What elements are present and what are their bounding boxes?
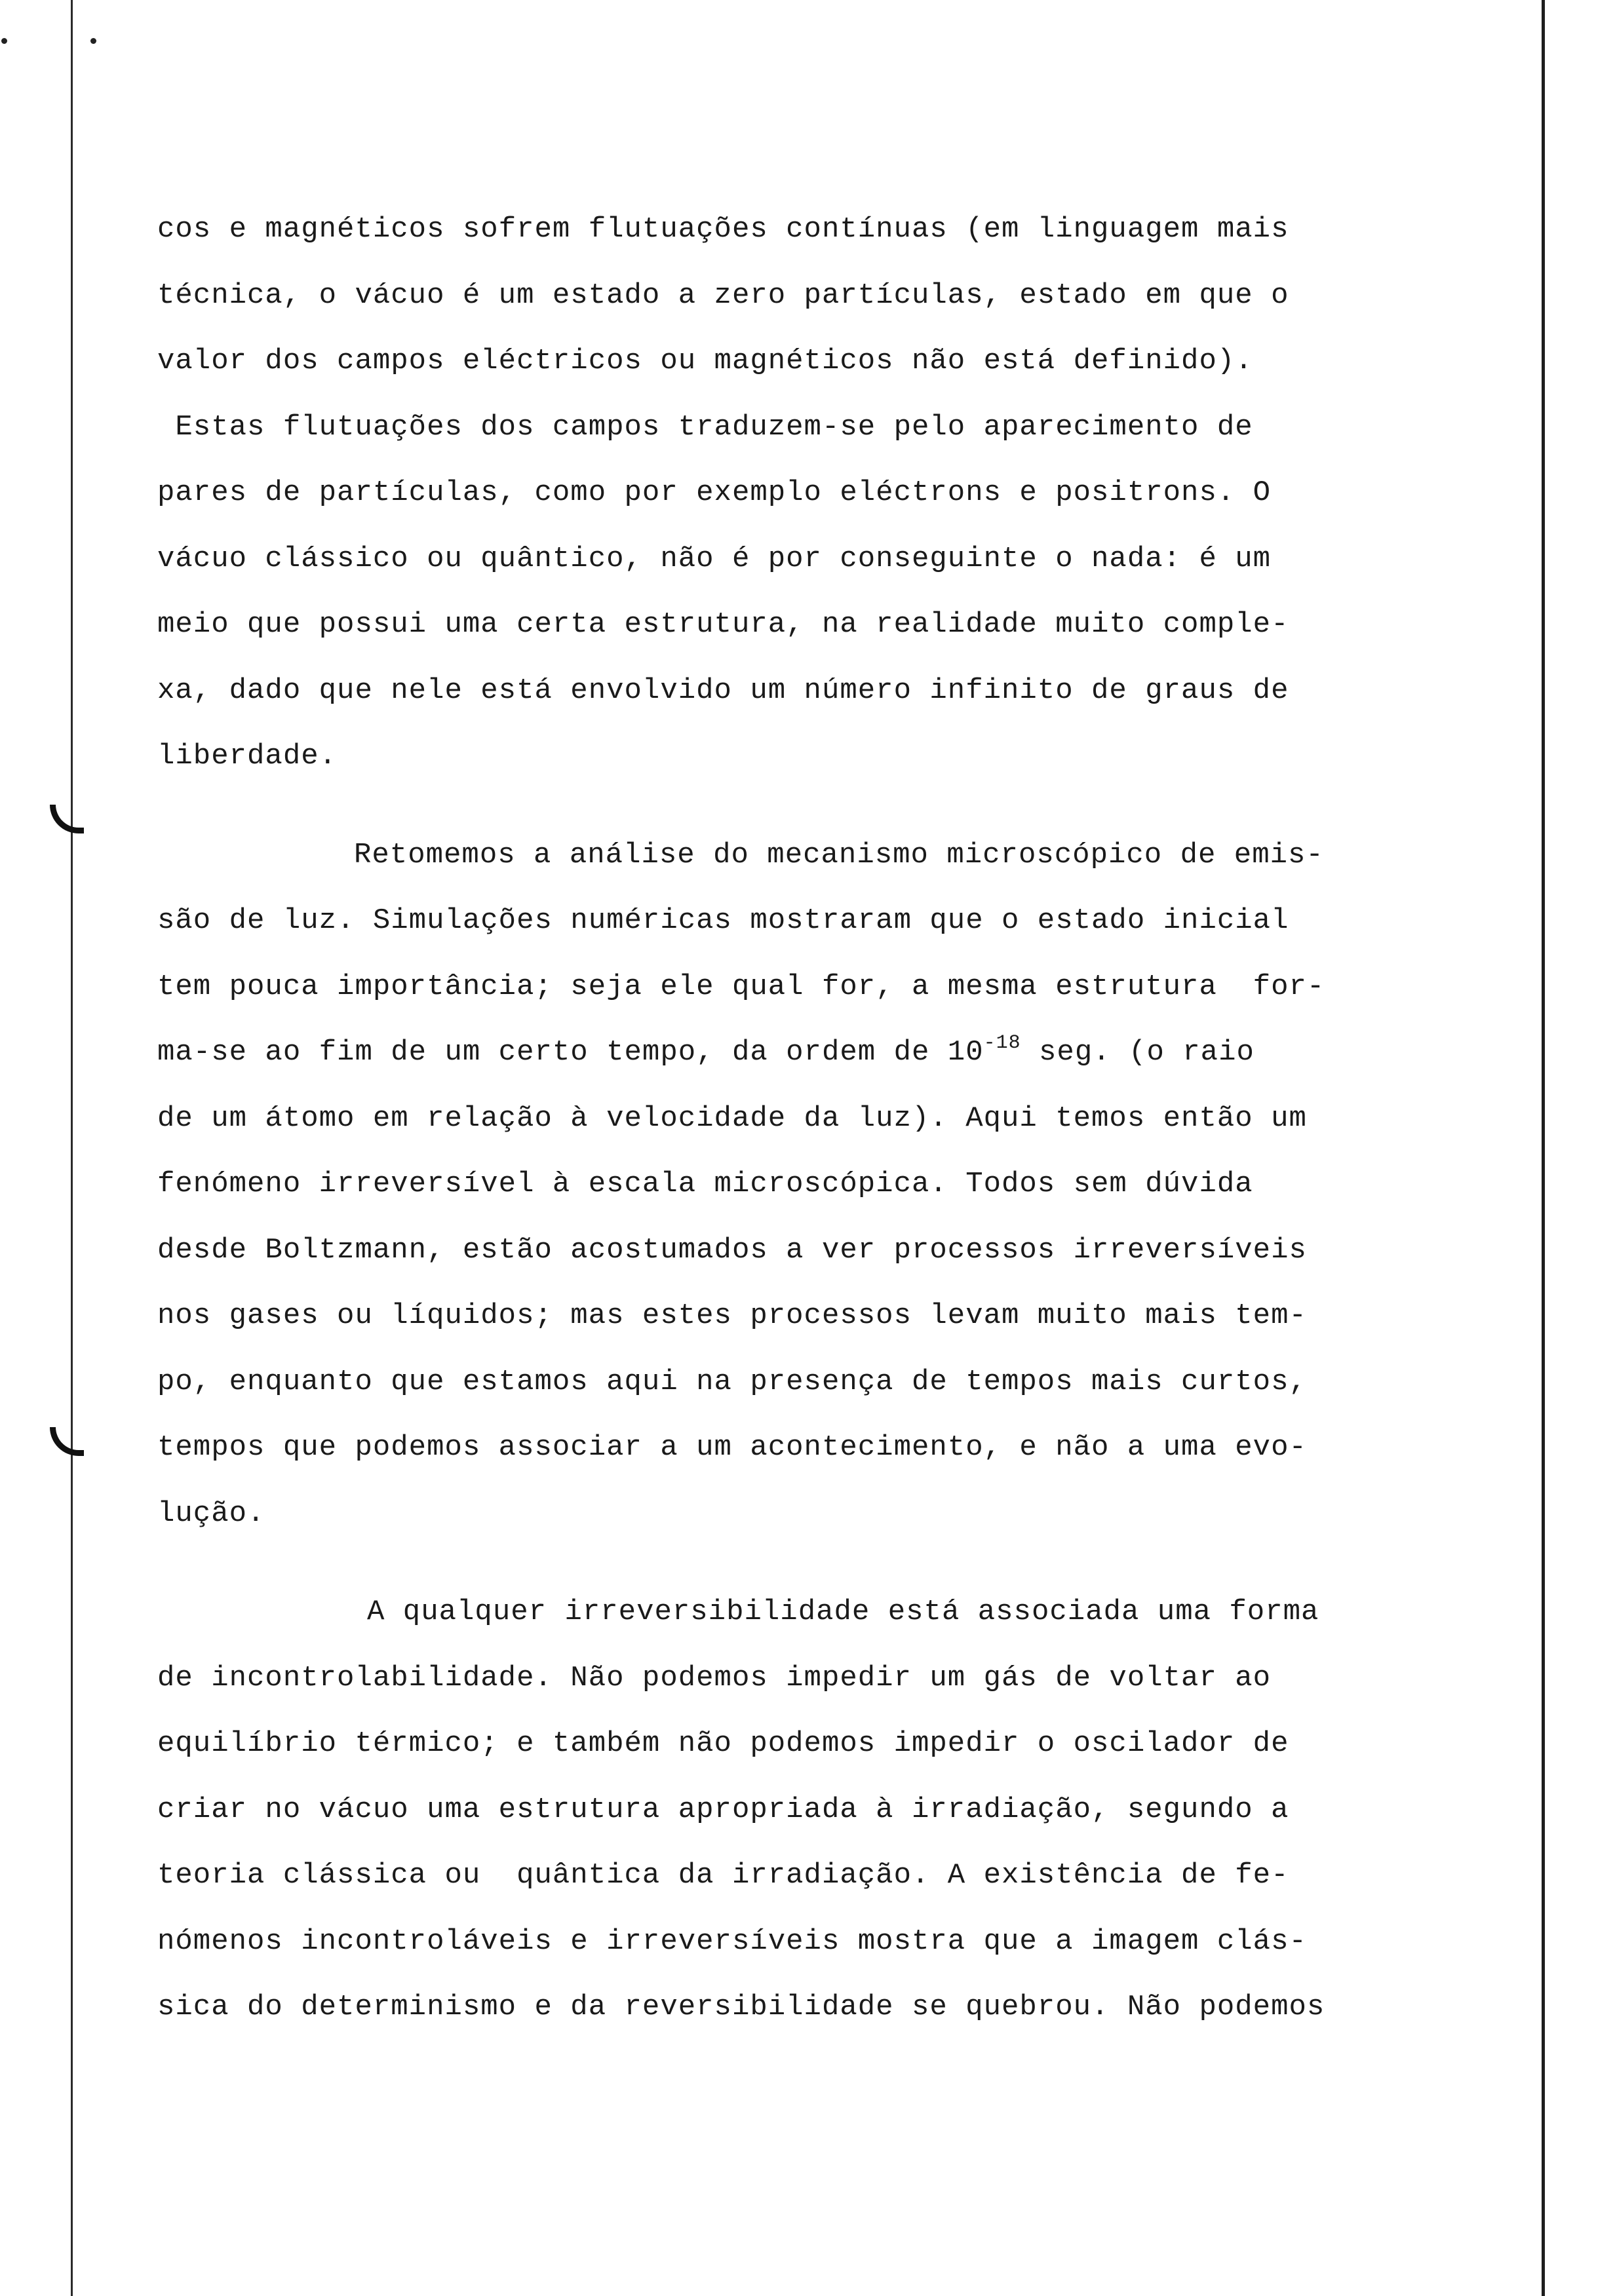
right-margin-line <box>1542 0 1545 2296</box>
text-line: valor dos campos eléctricos ou magnéticos não está definido). <box>157 345 1253 377</box>
typewritten-body <box>157 197 1494 2040</box>
left-margin-line <box>71 0 73 2296</box>
text-fragment: seg. (o raio <box>1021 1036 1255 1069</box>
text-line: equilíbrio térmico; e também não podemos impedir o oscilador de <box>157 1727 1289 1760</box>
text-line: criar no vácuo uma estrutura apropriada à irradiação, segundo a <box>157 1793 1289 1826</box>
text-line: sica do determinismo e da reversibilidade se quebrou. Não podemos <box>157 1991 1325 2023</box>
paragraph <box>157 197 1494 790</box>
text-line: Retomemos a análise do mecanismo microscópico de emis- <box>354 838 1324 871</box>
text-line: nómenos incontroláveis e irreversíveis mostra que a imagem clás- <box>157 1924 1307 1958</box>
text-line: A qualquer irreversibilidade está associada uma forma <box>367 1596 1319 1628</box>
exponent: -18 <box>983 1032 1021 1054</box>
text-line: Estas flutuações dos campos traduzem-se pelo aparecimento de <box>157 410 1253 444</box>
text-line: liberdade. <box>157 740 338 773</box>
text-line: xa, dado que nele está envolvido um número infinito de graus de <box>157 674 1289 707</box>
text-line: de incontrolabilidade. Não podemos impedir um gás de voltar ao <box>157 1661 1272 1694</box>
text-line: tempos que podemos associar a um acontecimento, e não a uma evo- <box>157 1431 1307 1464</box>
text-line: nos gases ou líquidos; mas estes processos levam muito mais tem- <box>157 1299 1307 1332</box>
text-fragment: ma-se ao fim de um certo tempo, da ordem de 10 <box>157 1036 984 1069</box>
text-line: tem pouca importância; seja ele qual for, a mesma estrutura for- <box>157 970 1325 1003</box>
text-line: vácuo clássico ou quântico, não é por conseguinte o nada: é um <box>157 542 1272 575</box>
text-line: pares de partículas, como por exemplo eléctrons e positrons. O <box>157 476 1272 509</box>
text-line: fenómeno irreversível à escala microscópica. Todos sem dúvida <box>157 1168 1253 1200</box>
text-line: técnica, o vácuo é um estado a zero partículas, estado em que o <box>157 278 1289 312</box>
text-line: são de luz. Simulações numéricas mostraram que o estado inicial <box>157 904 1289 937</box>
text-line-with-exponent <box>157 1020 1494 1086</box>
text-line: de um átomo em relação à velocidade da luz). Aqui temos então um <box>157 1101 1307 1135</box>
text-line: lução. <box>157 1497 265 1530</box>
text-line: teoria clássica ou quântica da irradiação. A existência de fe- <box>157 1859 1289 1892</box>
paragraph <box>157 1579 1494 2040</box>
text-line: desde Boltzmann, estão acostumados a ver processos irreversíveis <box>157 1233 1307 1267</box>
text-line: meio que possui uma certa estrutura, na realidade muito comple- <box>157 608 1289 641</box>
text-line: cos e magnéticos sofrem flutuações contínuas (em linguagem mais <box>157 213 1289 246</box>
scan-mark-dot <box>1 38 7 44</box>
text-line: po, enquanto que estamos aqui na presença de tempos mais curtos, <box>157 1365 1307 1398</box>
binding-hole-mark <box>50 1427 84 1456</box>
paragraph <box>157 822 1494 1547</box>
binding-hole-mark <box>50 805 84 833</box>
scan-mark-dot <box>90 38 96 44</box>
